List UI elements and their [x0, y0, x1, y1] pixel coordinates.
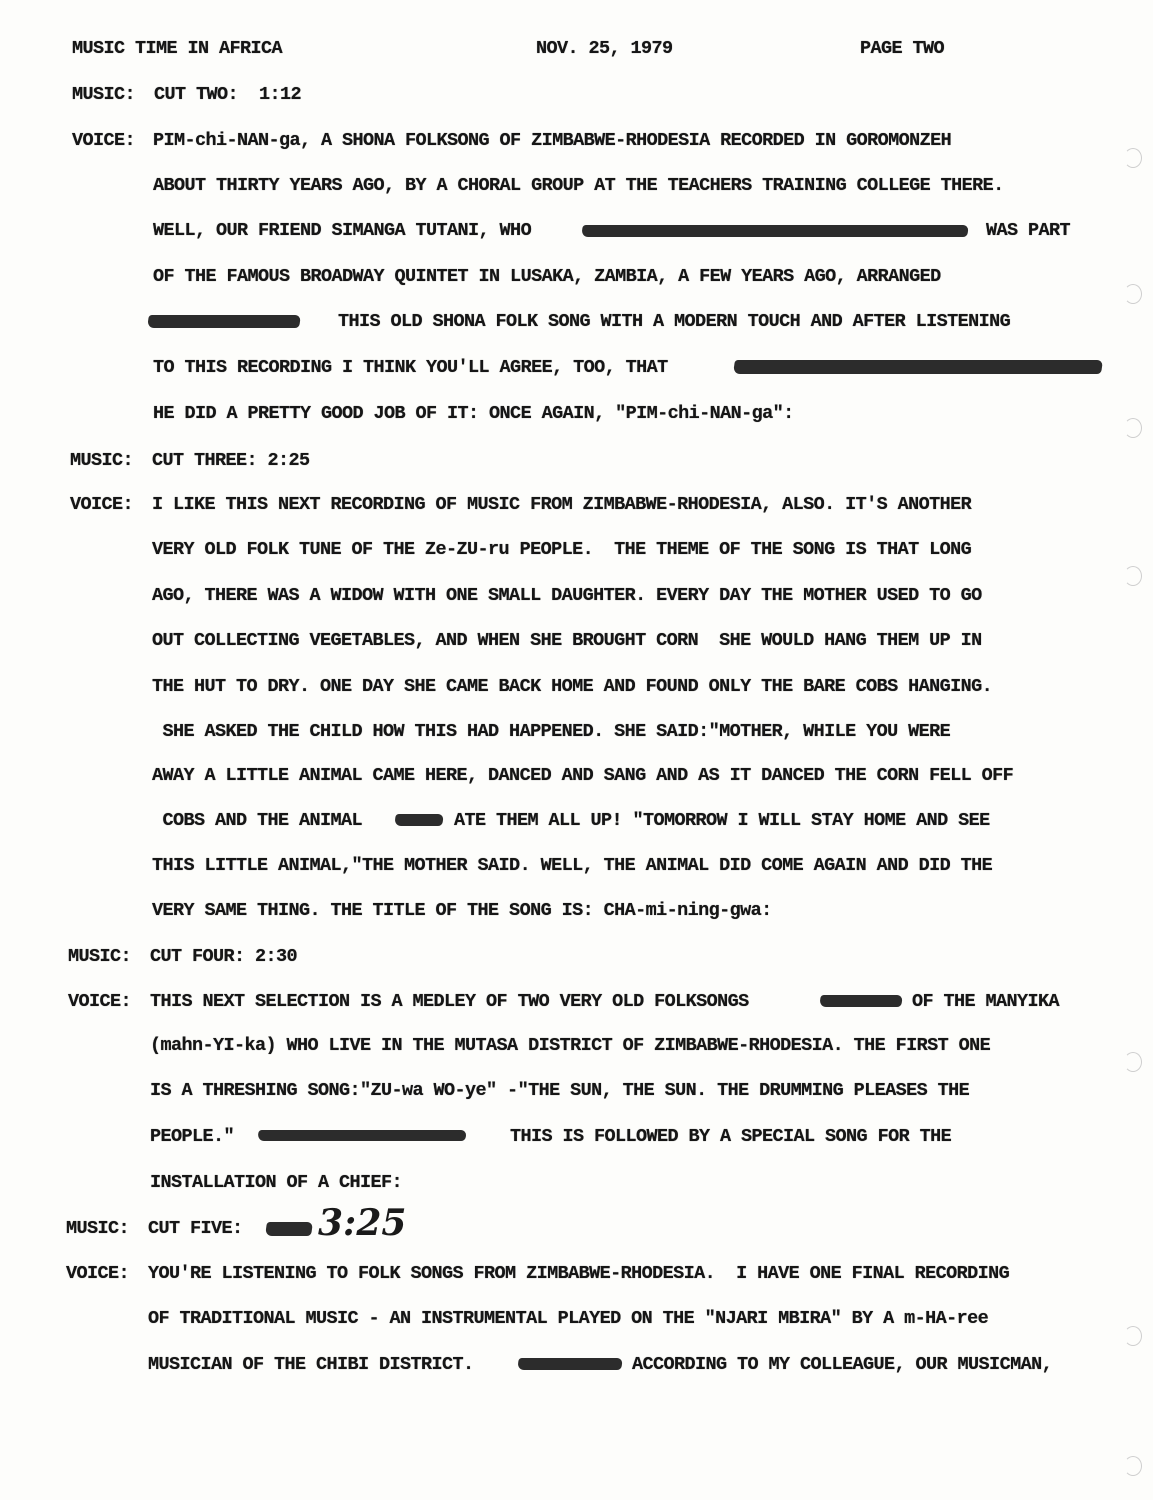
script-line: INSTALLATION OF A CHIEF: — [150, 1172, 403, 1193]
cue-line: CUT TWO: 1:12 — [154, 84, 302, 105]
script-line: THIS NEXT SELECTION IS A MEDLEY OF TWO VERY OLD FOLKSONGS — [150, 991, 749, 1012]
script-line: OF THE MANYIKA — [912, 991, 1060, 1012]
cue-label: VOICE: — [66, 1263, 130, 1284]
cue-label: MUSIC: — [72, 84, 136, 105]
binder-hole — [1124, 1456, 1142, 1476]
cue-label: MUSIC: — [70, 450, 134, 471]
cue-line: CUT FOUR: 2:30 — [150, 946, 298, 967]
script-line: AGO, THERE WAS A WIDOW WITH ONE SMALL DAUGHTER. EVERY DAY THE MOTHER USED TO GO — [152, 585, 982, 606]
cue-label: MUSIC: — [66, 1218, 130, 1239]
script-line: OUT COLLECTING VEGETABLES, AND WHEN SHE BROUGHT CORN SHE WOULD HANG THEM UP IN — [152, 630, 982, 651]
binder-hole — [1124, 1326, 1142, 1346]
script-line: ACCORDING TO MY COLLEAGUE, OUR MUSICMAN, — [632, 1354, 1053, 1375]
script-line: WELL, OUR FRIEND SIMANGA TUTANI, WHO — [153, 220, 532, 241]
binder-hole — [1124, 418, 1142, 438]
binder-hole — [1124, 284, 1142, 304]
script-line: HE DID A PRETTY GOOD JOB OF IT: ONCE AGAIN, "PIM-chi-NAN-ga": — [153, 403, 794, 424]
script-line: AWAY A LITTLE ANIMAL CAME HERE, DANCED AND SANG AND AS IT DANCED THE CORN FELL OFF — [152, 765, 1014, 786]
script-line: MUSICIAN OF THE CHIBI DISTRICT. — [148, 1354, 474, 1375]
script-line: VERY OLD FOLK TUNE OF THE Ze-ZU-ru PEOPLE. THE THEME OF THE SONG IS THAT LONG — [152, 539, 972, 560]
binder-hole — [1124, 1052, 1142, 1072]
handwritten-duration: 3:25 — [318, 1202, 407, 1244]
redaction-mark — [257, 1130, 467, 1141]
script-line: SHE ASKED THE CHILD HOW THIS HAD HAPPENED. SHE SAID:"MOTHER, WHILE YOU WERE — [152, 721, 951, 742]
script-line: OF THE FAMOUS BROADWAY QUINTET IN LUSAKA, ZAMBIA, A FEW YEARS AGO, ARRANGED — [153, 266, 941, 287]
script-line: COBS AND THE ANIMAL — [152, 810, 363, 831]
script-line: THIS OLD SHONA FOLK SONG WITH A MODERN TOUCH AND AFTER LISTENING — [338, 311, 1011, 332]
script-line: THIS LITTLE ANIMAL,"THE MOTHER SAID. WELL, THE ANIMAL DID COME AGAIN AND DID THE — [152, 855, 993, 876]
cue-label: VOICE: — [70, 494, 134, 515]
script-line: I LIKE THIS NEXT RECORDING OF MUSIC FROM ZIMBABWE-RHODESIA, ALSO. IT'S ANOTHER — [152, 494, 972, 515]
redaction-mark — [517, 1358, 623, 1370]
script-line: (mahn-YI-ka) WHO LIVE IN THE MUTASA DISTRICT OF ZIMBABWE-RHODESIA. THE FIRST ONE — [150, 1035, 991, 1056]
redaction-mark — [733, 360, 1103, 374]
script-date: NOV. 25, 1979 — [536, 38, 673, 59]
redaction-mark — [581, 225, 969, 237]
program-title: MUSIC TIME IN AFRICA — [72, 38, 283, 59]
page-number: PAGE TWO — [860, 38, 945, 59]
script-line: THE HUT TO DRY. ONE DAY SHE CAME BACK HOME AND FOUND ONLY THE BARE COBS HANGING. — [152, 676, 993, 697]
script-line: PIM-chi-NAN-ga, A SHONA FOLKSONG OF ZIMBABWE-RHODESIA RECORDED IN GOROMONZEH — [153, 130, 952, 151]
binder-hole — [1124, 148, 1142, 168]
binder-hole — [1124, 566, 1142, 586]
cue-label: VOICE: — [72, 130, 136, 151]
script-line: ATE THEM ALL UP! "TOMORROW I WILL STAY HOME AND SEE — [454, 810, 990, 831]
redaction-mark — [394, 814, 444, 826]
script-line: WAS PART — [986, 220, 1071, 241]
cue-label: MUSIC: — [68, 946, 132, 967]
cue-label: VOICE: — [68, 991, 132, 1012]
script-line: PEOPLE." — [150, 1126, 235, 1147]
redaction-mark — [819, 995, 903, 1007]
script-line: THIS IS FOLLOWED BY A SPECIAL SONG FOR THE — [510, 1126, 952, 1147]
script-line: VERY SAME THING. THE TITLE OF THE SONG IS: CHA-mi-ning-gwa: — [152, 900, 772, 921]
cue-line: CUT THREE: 2:25 — [152, 450, 310, 471]
script-line: YOU'RE LISTENING TO FOLK SONGS FROM ZIMBABWE-RHODESIA. I HAVE ONE FINAL RECORDING — [148, 1263, 1010, 1284]
script-line: IS A THRESHING SONG:"ZU-wa WO-ye" -"THE SUN, THE SUN. THE DRUMMING PLEASES THE — [150, 1080, 970, 1101]
script-line: TO THIS RECORDING I THINK YOU'LL AGREE, TOO, THAT — [153, 357, 668, 378]
cue-line: CUT FIVE: — [148, 1218, 243, 1239]
script-line: OF TRADITIONAL MUSIC - AN INSTRUMENTAL PLAYED ON THE "NJARI MBIRA" BY A m-HA-ree — [148, 1308, 989, 1329]
script-line: ABOUT THIRTY YEARS AGO, BY A CHORAL GROUP AT THE TEACHERS TRAINING COLLEGE THERE. — [153, 175, 1004, 196]
redaction-mark — [265, 1222, 313, 1236]
redaction-mark — [147, 315, 301, 328]
